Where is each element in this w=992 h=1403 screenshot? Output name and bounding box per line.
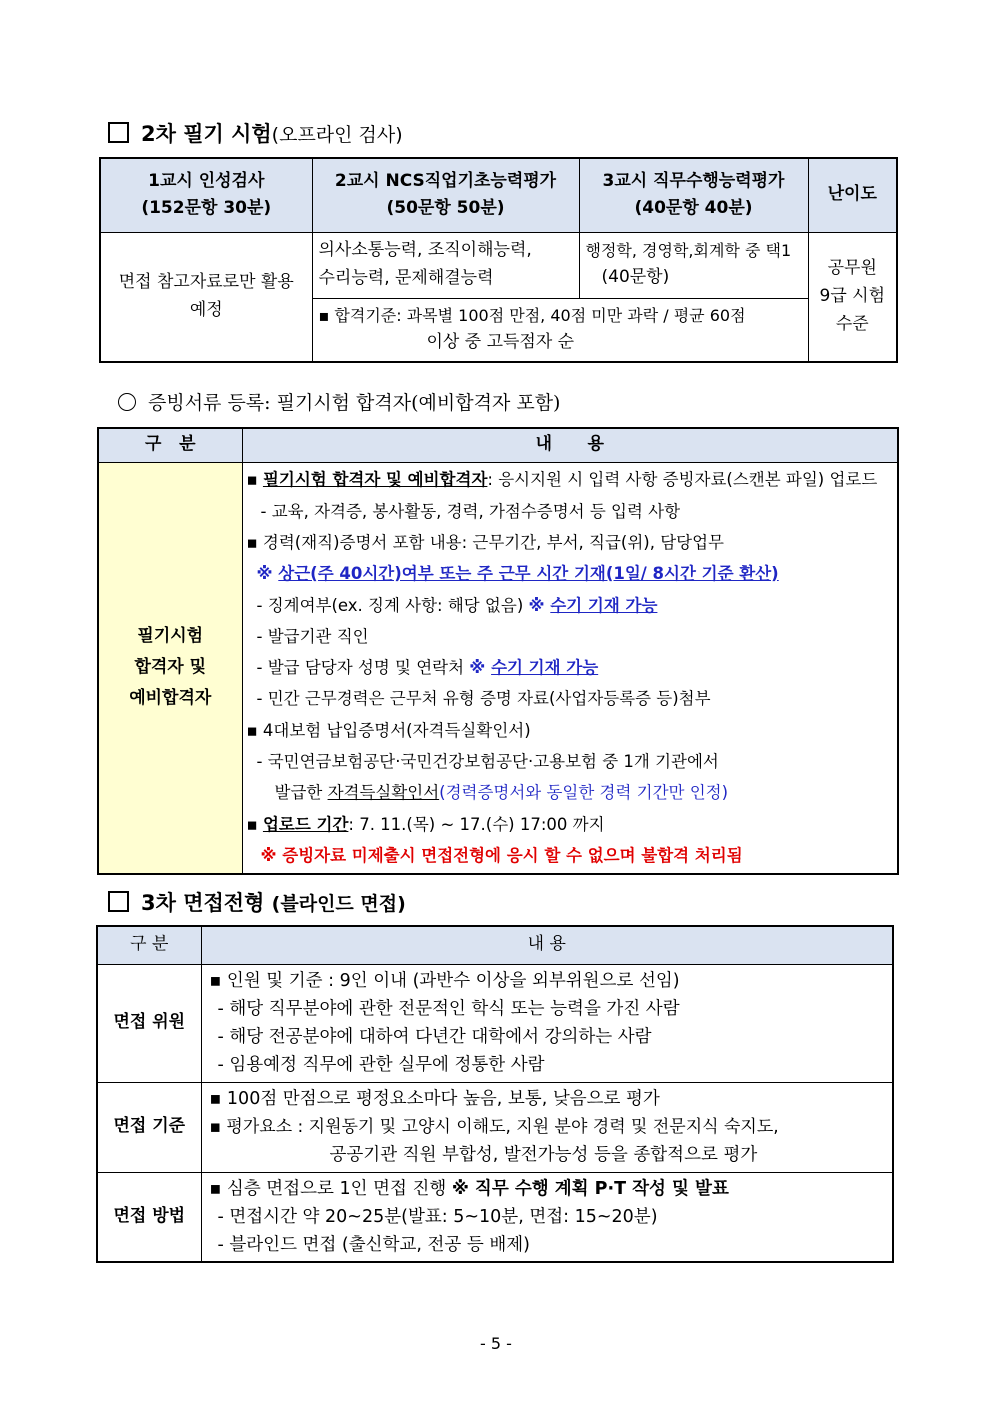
docs-line-5-note: 수기 기재 가능 [550,595,658,615]
docs-line-4 [247,558,898,589]
docs-line-11-pre: 발급한 [274,783,328,803]
method-line-1-bold: ※ 직무 수행 계획 P·T 작성 및 발표 [451,1178,729,1199]
docs-line-1 [247,464,898,495]
docs-line-3: ▪ 경력(재직)증명서 포함 내용: 근무기간, 부서, 직급(위), 담당업무 [246,532,724,552]
section3-title-text: 3차 면접전형 [141,891,265,915]
bullet: ▪ [246,470,263,490]
period1-content [100,232,312,362]
docs-line-10: - 국민연금보험공단·국민건강보험공단·고용보험 중 1개 기관에서 [256,751,719,771]
method-line-1-pre: ▪ 심층 면접으로 1인 면접 진행 [209,1178,452,1199]
criteria-line-2: ▪ 평가요소 : 지원동기 및 고양시 이해도, 지원 분야 경력 및 전문지식 숙지도, [209,1117,779,1137]
docs-line-12-bold: 업로드 기간 [262,814,349,834]
difficulty-l1: 공무원 [827,258,877,279]
note-mark: ※ [256,564,279,584]
period1-l2: 예정 [189,299,223,320]
header-difficulty: 난이도 [808,158,897,232]
documents-title-text: 증빙서류 등록: 필기시험 합격자(예비합격자 포함) [148,392,561,414]
method-line-1 [210,1175,893,1203]
interview-row-criteria [201,1082,893,1172]
header-period1-l1: 1교시 인성검사 [148,170,265,191]
docs-line-7-pre: - 발급 담당자 성명 및 연락처 [256,658,470,678]
interview-row-committee [201,964,893,1082]
documents-table [97,427,899,875]
docs-line-9: ▪ 4대보험 납입증명서(자격득실확인서) [246,720,531,740]
pass-criteria-l1: ▪ 합격기준: 과목별 100점 만점, 40점 미만 과락 / 평균 60점 [318,306,746,326]
checkbox-square-icon [108,122,129,143]
interview-header-content: 내 용 [201,926,893,964]
docs-line-12 [247,809,898,840]
difficulty-content [808,232,897,362]
header-period3-l1: 3교시 직무수행능력평가 [602,170,785,191]
header-period3-l2: (40문항 40분) [634,198,753,219]
documents-title [118,388,560,415]
note-mark: ※ [469,658,492,678]
section3-title-paren: (블라인드 면접) [271,893,406,915]
difficulty-l2: 9급 시험 [819,285,885,306]
note-mark: ※ [528,595,551,615]
docs-line-11-underlined: 자격득실확인서 [327,783,440,803]
docs-line-6: - 발급기관 직인 [256,626,369,646]
docs-line-7 [247,652,898,683]
committee-line-3: - 해당 전공분야에 대하여 다년간 대학에서 강의하는 사람 [217,1027,652,1047]
interview-table [96,925,894,1263]
section3-title [108,887,406,917]
docs-line-12-rest: : 7. 11.(목) ~ 17.(수) 17:00 까지 [348,814,605,834]
page-number: - 5 - [480,1334,512,1353]
committee-line-1: ▪ 인원 및 기준 : 9인 이내 (과반수 이상을 외부위원으로 선임) [209,971,680,991]
docs-content [242,462,898,874]
pass-criteria-l2: 이상 중 고득점자 순 [426,331,575,352]
committee-line-2: - 해당 직무분야에 관한 전문적인 학식 또는 능력을 가진 사람 [217,999,680,1019]
header-period2 [312,158,579,232]
period3-content [579,232,808,298]
docs-line-4-text: 상근(주 40시간)여부 또는 주 근무 시간 기재(1일/ 8시간 기준 환산) [278,564,779,584]
docs-line-13-warning: ※ 증빙자료 미제출시 면접전형에 응시 할 수 없으며 불합격 처리됨 [260,845,743,865]
period3-l1: 행정학, 경영학,회계학 중 택1 [585,241,792,261]
header-period3 [579,158,808,232]
interview-row-method [201,1172,893,1262]
checkbox-square-icon [108,891,129,912]
criteria-line-1: ▪ 100점 만점으로 평정요소마다 높음, 보통, 낮음으로 평가 [209,1089,660,1109]
header-period2-l2: (50문항 50분) [386,198,505,219]
docs-line-11-blue: (경력증명서와 동일한 경력 기간만 인정) [439,783,729,803]
section2-title-text: 2차 필기 시험 [141,122,272,146]
committee-line-4: - 임용예정 직무에 관한 실무에 정통한 사람 [217,1055,545,1075]
docs-line-7-note: 수기 기재 가능 [491,658,599,678]
section2-title-paren: (오프라인 검사) [271,124,403,146]
docs-category-l1: 필기시험 [137,625,204,646]
interview-row-criteria-label: 면접 기준 [97,1082,201,1172]
interview-header-category: 구 분 [97,926,201,964]
circle-bullet-icon [118,393,136,411]
difficulty-l3: 수준 [835,313,869,334]
header-period2-l1: 2교시 NCS직업기초능력평가 [334,170,557,191]
section2-title [108,118,403,148]
period3-l2: (40문항) [601,267,670,288]
header-period1 [100,158,312,232]
pass-criteria [312,298,808,362]
period2-content [312,232,579,298]
period2-l1: 의사소통능력, 조직이해능력, [318,240,532,261]
period1-l1: 면접 참고자료로만 활용 [118,272,294,293]
docs-category [98,462,242,874]
bullet: ▪ [246,814,263,834]
docs-line-5-pre: - 징계여부(ex. 징계 사항: 해당 없음) [256,595,529,615]
docs-category-l2: 합격자 및 [134,657,207,678]
docs-header-content: 내 용 [242,428,898,462]
docs-category-l3: 예비합격자 [129,688,212,709]
docs-line-2: - 교육, 자격증, 봉사활동, 경력, 가점수증명서 등 입력 사항 [260,501,681,521]
docs-line-8: - 민간 근무경력은 근무처 유형 증명 자료(사업자등록증 등)첨부 [256,689,711,709]
interview-row-method-label: 면접 방법 [97,1172,201,1262]
criteria-line-3: 공공기관 직원 부합성, 발전가능성 등을 종합적으로 평가 [329,1145,758,1165]
period2-l2: 수리능력, 문제해결능력 [318,268,494,288]
docs-line-1-bold: 필기시험 합격자 및 예비합격자 [262,470,488,490]
docs-line-1-rest: : 응시지원 시 입력 사항 증빙자료(스캔본 파일) 업로드 [487,470,878,490]
docs-header-category: 구 분 [98,428,242,462]
method-line-3: - 블라인드 면접 (출신학교, 전공 등 배제) [217,1234,530,1255]
docs-line-11 [247,777,898,808]
interview-row-committee-label: 면접 위원 [97,964,201,1082]
written-exam-table [99,157,898,363]
method-line-2: - 면접시간 약 20~25분(발표: 5~10분, 면접: 15~20분) [217,1206,658,1227]
header-period1-l2: (152문항 30분) [141,198,272,219]
docs-line-5 [247,590,898,621]
